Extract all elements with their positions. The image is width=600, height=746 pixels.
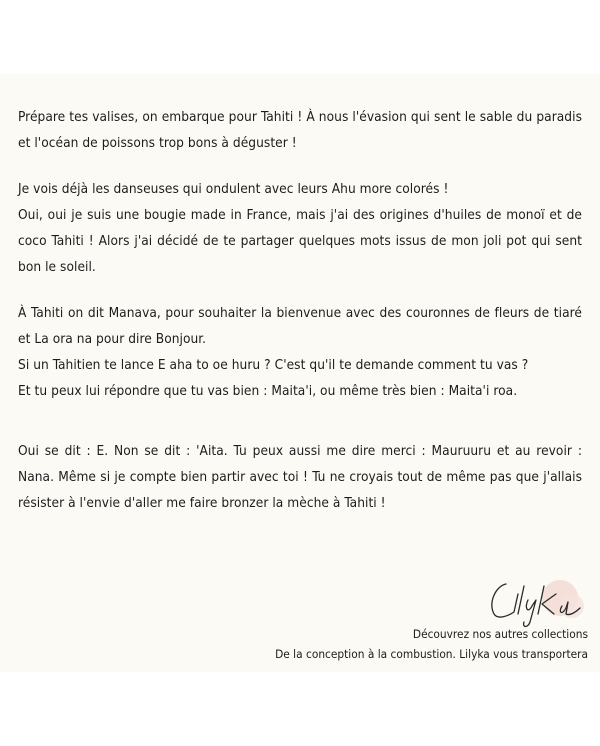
paragraph-welcome: À Tahiti on dit Manava, pour souhaiter la bienvenue avec des couronnes de fleurs de tiaré et La ora na pour dire Bonjour. (18, 305, 582, 347)
paragraph-origins: Oui, oui je suis une bougie made in France, mais j'ai des origines d'huiles de monoï et de coco Tahiti ! Alors j'ai décidé de te partager quelques mots issus de mon joli pot qui sent bon le soleil. (18, 207, 582, 275)
paragraph-how-are-you: Si un Tahitien te lance E aha to oe huru ? C'est qu'il te demande comment tu vas ? (18, 357, 529, 373)
description-text (18, 104, 582, 516)
paragraph-reply: Et tu peux lui répondre que tu vas bien : Maita'i, ou même très bien : Maita'i roa. (18, 383, 518, 399)
footer-collections-link[interactable]: Découvrez nos autres collections (412, 627, 588, 641)
footer-tagline: De la conception à la combustion. Lilyka vous transportera (275, 647, 588, 661)
paragraph-dancers: Je vois déjà les danseuses qui ondulent avec leurs Ahu more colorés ! (18, 181, 449, 197)
lilyka-signature-logo (478, 572, 588, 632)
footer (275, 624, 588, 664)
product-description-card (0, 74, 600, 672)
paragraph-intro: Prépare tes valises, on embarque pour Tahiti ! À nous l'évasion qui sent le sable du paradis et l'océan de poissons trop bons à déguster ! (18, 109, 582, 151)
paragraph-vocabulary: Oui se dit : E. Non se dit : 'Aita. Tu peux aussi me dire merci : Mauruuru et au revoir : Nana. Même si je compte bien partir avec toi ! Tu ne croyais tout de même pas que j'allais résister à l'envie d'aller me faire bronzer la mèche à Tahiti ! (18, 443, 582, 511)
